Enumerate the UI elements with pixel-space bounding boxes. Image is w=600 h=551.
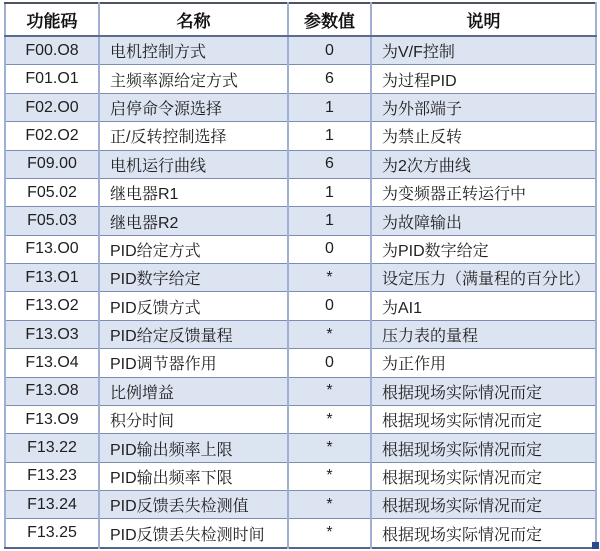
cell-function-code: F13.O2 [5,292,99,320]
table-row [5,320,596,348]
cell-parameter-value: * [288,264,371,292]
table-row [5,462,596,490]
cell-description: 根据现场实际情况而定 [371,405,596,433]
cell-parameter-value: 6 [288,150,371,178]
cell-function-code: F13.O9 [5,405,99,433]
cell-parameter-value: 0 [288,36,371,65]
cell-parameter-value: 1 [288,207,371,235]
cell-parameter-name: PID给定反馈量程 [99,320,288,348]
cell-function-code: F13.O3 [5,320,99,348]
cell-function-code: F13.24 [5,491,99,519]
cell-parameter-name: PID数字给定 [99,264,288,292]
cell-parameter-value: 1 [288,178,371,206]
cell-parameter-value: 1 [288,122,371,150]
cell-parameter-value: * [288,377,371,405]
table-row [5,434,596,462]
cell-description: 为过程PID [371,65,596,93]
table-row [5,405,596,433]
cell-parameter-value: 6 [288,65,371,93]
cell-parameter-name: 正/反转控制选择 [99,122,288,150]
cell-parameter-name: 主频率源给定方式 [99,65,288,93]
cell-function-code: F05.03 [5,207,99,235]
cell-description: 为PID数字给定 [371,235,596,263]
cell-function-code: F13.25 [5,519,99,548]
cell-parameter-value: * [288,491,371,519]
cell-parameter-name: PID输出频率下限 [99,462,288,490]
table-row [5,93,596,121]
cell-function-code: F00.O8 [5,36,99,65]
cell-parameter-name: 继电器R2 [99,207,288,235]
cell-parameter-value: * [288,434,371,462]
cell-parameter-name: PID反馈方式 [99,292,288,320]
cell-parameter-value: * [288,462,371,490]
cell-parameter-value: * [288,519,371,548]
column-header-name: 名称 [99,3,288,36]
cell-parameter-name: 启停命令源选择 [99,93,288,121]
table-row [5,292,596,320]
cell-parameter-name: PID反馈丢失检测时间 [99,519,288,548]
cell-parameter-name: 电机运行曲线 [99,150,288,178]
table-row [5,122,596,150]
cell-description: 为故障输出 [371,207,596,235]
cell-description: 根据现场实际情况而定 [371,519,596,548]
table-row [5,178,596,206]
cell-description: 为变频器正转运行中 [371,178,596,206]
cell-description: 为AI1 [371,292,596,320]
cell-function-code: F02.O2 [5,122,99,150]
resize-handle[interactable] [592,542,599,549]
cell-parameter-name: 电机控制方式 [99,36,288,65]
cell-description: 根据现场实际情况而定 [371,434,596,462]
table-row [5,65,596,93]
table-row [5,349,596,377]
column-header-desc: 说明 [371,3,596,36]
table-row [5,150,596,178]
cell-parameter-name: 积分时间 [99,405,288,433]
cell-description: 为禁止反转 [371,122,596,150]
cell-function-code: F13.O8 [5,377,99,405]
cell-description: 为2次方曲线 [371,150,596,178]
cell-function-code: F13.22 [5,434,99,462]
cell-description: 为外部端子 [371,93,596,121]
table-body [5,36,596,548]
cell-parameter-name: 比例增益 [99,377,288,405]
cell-parameter-name: PID给定方式 [99,235,288,263]
cell-parameter-value: 1 [288,93,371,121]
header-row [5,3,596,36]
cell-parameter-value: * [288,405,371,433]
cell-parameter-value: 0 [288,292,371,320]
cell-parameter-name: PID输出频率上限 [99,434,288,462]
table-row [5,235,596,263]
cell-description: 为正作用 [371,349,596,377]
cell-function-code: F13.23 [5,462,99,490]
cell-parameter-name: 继电器R1 [99,178,288,206]
cell-description: 根据现场实际情况而定 [371,491,596,519]
column-header-value: 参数值 [288,3,371,36]
cell-function-code: F05.02 [5,178,99,206]
table-row [5,36,596,65]
table-row [5,264,596,292]
cell-parameter-value: 0 [288,235,371,263]
cell-parameter-value: * [288,320,371,348]
cell-function-code: F09.00 [5,150,99,178]
cell-description: 为V/F控制 [371,36,596,65]
cell-function-code: F13.O0 [5,235,99,263]
cell-description: 压力表的量程 [371,320,596,348]
table-row [5,207,596,235]
cell-parameter-name: PID反馈丢失检测值 [99,491,288,519]
table-header [5,3,596,36]
cell-function-code: F02.O0 [5,93,99,121]
parameter-table [4,2,597,549]
table-row [5,519,596,548]
cell-parameter-name: PID调节器作用 [99,349,288,377]
cell-description: 根据现场实际情况而定 [371,377,596,405]
cell-description: 根据现场实际情况而定 [371,462,596,490]
column-header-code: 功能码 [5,3,99,36]
cell-function-code: F01.O1 [5,65,99,93]
table-row [5,377,596,405]
cell-description: 设定压力（满量程的百分比） [371,264,596,292]
cell-function-code: F13.O4 [5,349,99,377]
table-row [5,491,596,519]
cell-function-code: F13.O1 [5,264,99,292]
cell-parameter-value: 0 [288,349,371,377]
